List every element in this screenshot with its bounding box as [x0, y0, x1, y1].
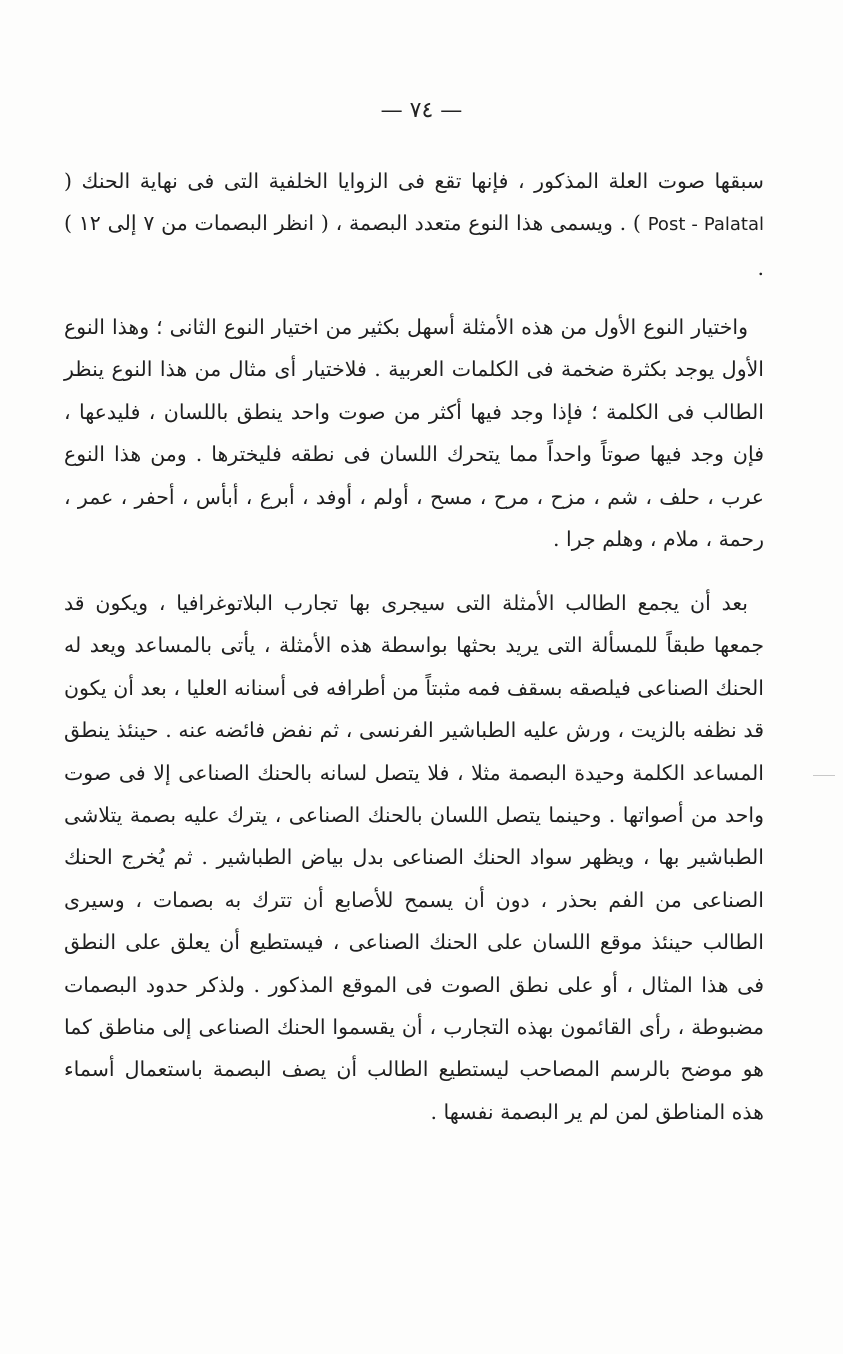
- paragraph-2-text: واختيار النوع الأول من هذه الأمثلة أسهل بكثير من اختيار النوع الثانى ؛ وهذا النوع الأول يوجد بكثرة ضخمة فى الكلمات العربية . فلاختيار أى مثال من هذا النوع ينظر الطالب فى الكلمة ؛ فإذا وجد فيها أكثر من صوت واحد ينطق باللسان ، فليدعها ، فإن وجد فيها صوتاً واحداً مما يتحرك اللسان فى نطقه فليخترها . ومن هذا النوع عرب ، حلف ، شم ، مزح ، مرح ، مسح ، أولم ، أوفد ، أبرع ، أبأس ، أحفر ، عمر ، رحمة ، ملام ، وهلم جرا .: [64, 315, 764, 552]
- paragraph-3-text: بعد أن يجمع الطالب الأمثلة التى سيجرى بها تجارب البلاتوغرافيا ، ويكون قد جمعها طبقاً للمسألة التى يريد بحثها بواسطة هذه الأمثلة ، يأتى بالمساعد ويعد له الحنك الصناعى فيلصقه بسقف فمه مثبتاً من أطرافه فى أسنانه العليا ، بعد أن يكون قد نظفه بالزيت ، ورش عليه الطباشير الفرنسى ، ثم نفض فائضه عنه . حينئذ ينطق المساعد الكلمة وحيدة البصمة مثلا ، فلا يتصل لسانه بالحنك الصناعى إلا فى صوت واحد من أصواتها . وحينما يتصل اللسان بالحنك الصناعى ، يترك عليه بصمة يتلاشى الطباشير بها ، ويظهر سواد الحنك الصناعى بدل بياض الطباشير . ثم يُخرج الحنك الصناعى من الفم بحذر ، دون أن يسمح للأصابع أن تترك به بصمات ، وسيرى الطالب حينئذ موقع اللسان على الحنك الصناعى ، فيستطيع أن يعلق على النطق فى هذا المثال ، أو على نطق الصوت فى الموقع المذكور . ولذكر حدود البصمات مضبوطة ، رأى القائمون بهذه التجارب ، أن يقسموا الحنك الصناعى إلى مناطق كما هو موضح بالرسم المصاحب ليستطيع الطالب أن يصف البصمة باستعمال أسماء هذه المناطق لمن لم ير البصمة نفسها .: [64, 591, 764, 1124]
- margin-mark: [813, 775, 835, 776]
- paragraph-continued: [64, 160, 764, 289]
- paragraph-experiment-procedure: [64, 582, 764, 1133]
- paragraph-1-after-term: ) . ويسمى هذا النوع متعدد البصمة ، ( انظر البصمات من ٧ إلى ١٢ ) .: [64, 211, 764, 280]
- paragraph-1-before-term: سبقها صوت العلة المذكور ، فإنها تقع فى الزوايا الخلفية التى فى نهاية الحنك (: [64, 169, 764, 193]
- latin-term: Post - Palatal: [647, 214, 765, 236]
- paragraph-1-text: [64, 160, 764, 289]
- page-number: — ٧٤ —: [380, 98, 463, 123]
- paragraph-choosing-examples: [64, 306, 764, 560]
